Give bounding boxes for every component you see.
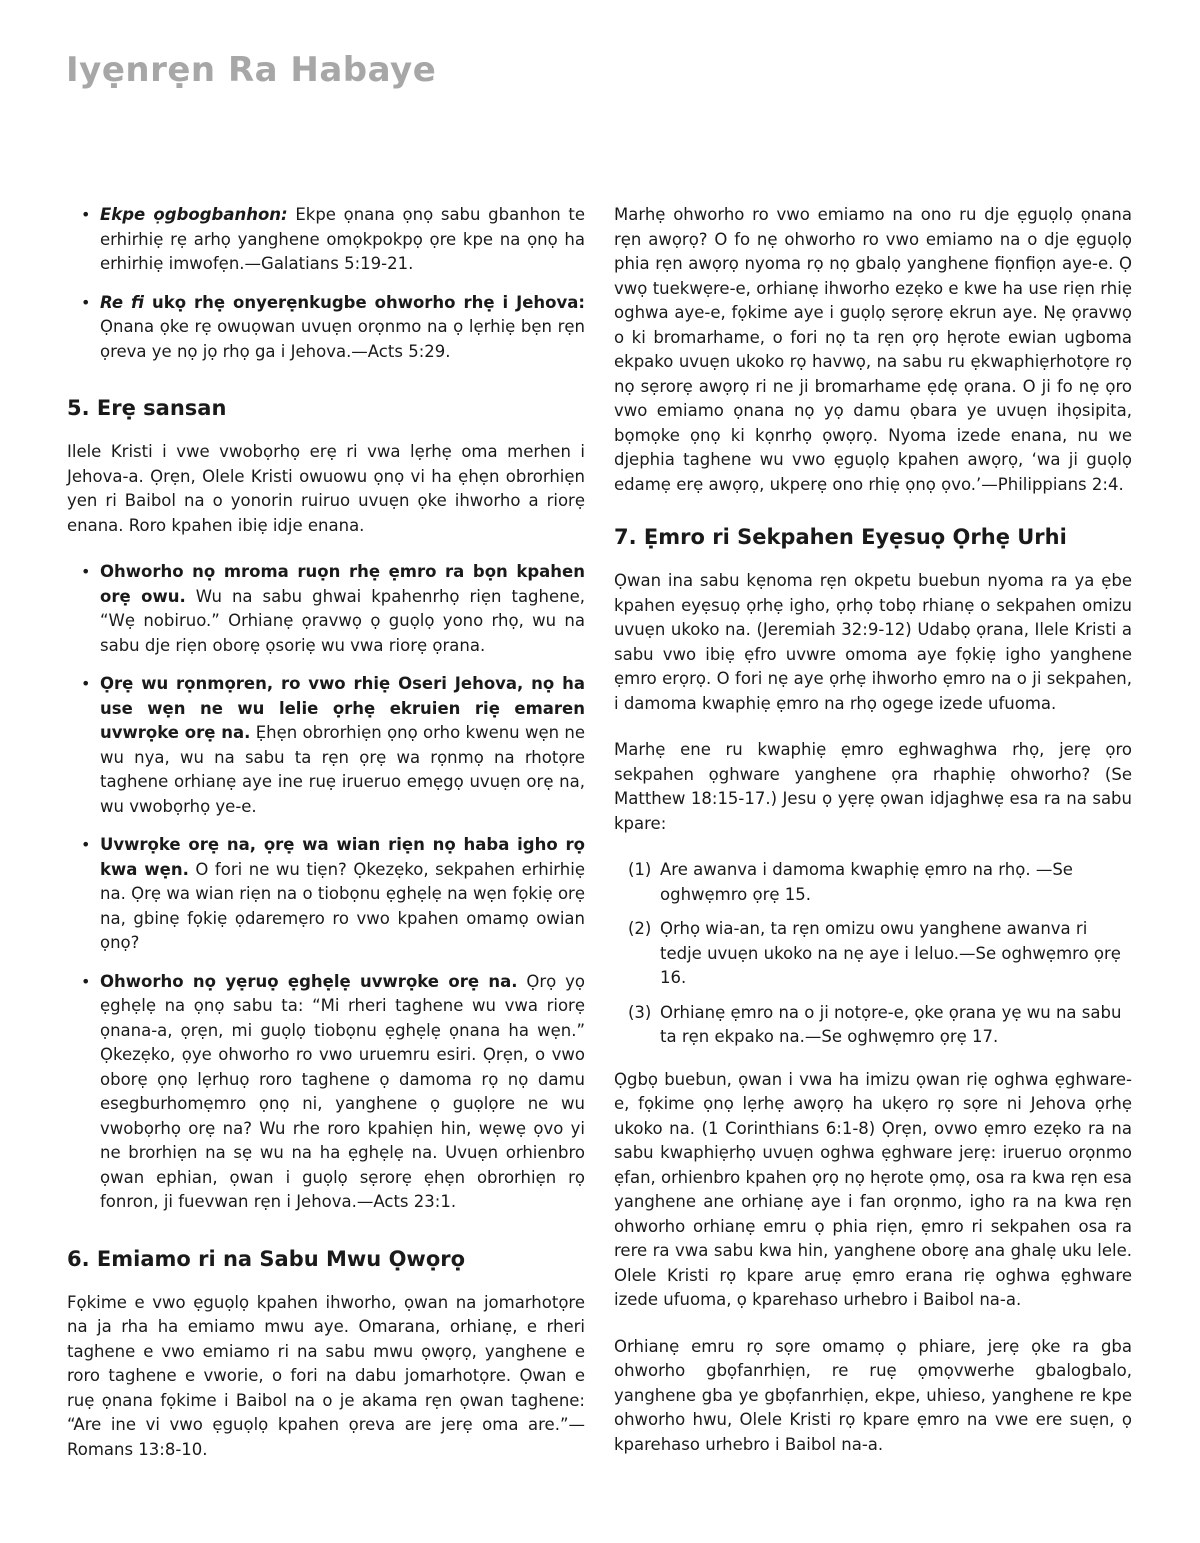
right-column [614,203,1132,1479]
section-heading-7: 7. Ẹmro ri Sekpahen Eyẹsuọ Ọrhẹ Urhi [614,525,1067,549]
step-item [614,1001,1132,1050]
step-text: Ọrhọ wia-an, ta rẹn omizu owu yanghene awanva ri tedje uvuẹn ukoko na nẹ aye i leluo.—Se oghwẹmro ọrẹ 16. [660,919,1121,987]
continuation-paragraph: Marhẹ ohworho ro vwo emiamo na ono ru dje ẹguọlọ ọnana rẹn awọrọ? O fo nẹ ohworho ro vwo emiamo na o dje ẹguọlọ phia rẹn awọrọ nyoma rọ nọ gbalọ yanghene fiọnfiọn aye-e. Ọ vwọ tuekwẹre-e, orhianẹ ihworho ezẹko e kwe ha use riẹn rhiẹ oghwa aye-e, fọkime aye i guọlọ sẹrorẹ ekrun aye. Nẹ ọravwọ o ki bromarhame, o fori nọ ta rẹn ọrọ hẹrote ewian ugboma ekpako uvuẹn ukoko rọ havwọ, na sabu ru ẹkwaphiẹrhotọre rọ nọ sẹrorẹ awọrọ ri ne ji bromarhame ẹdẹ ọrana. O ji fo nẹ ọro vwo emiamo ọnana nọ yọ damu ọbara ye uvuẹn ihọsipita, bọmọke ọnọ ki kọnrhọ ọwọrọ. Nyoma izede enana, nu we djephia taghene wu vwo ẹguọlọ kpahen awọrọ, ‘wa ji guọlọ edamẹ erẹ awọrọ, ukperẹ ono rhiẹ ọnọ ọvo.’—Philippians 2:4. [614,205,1132,494]
bullet-lead: Uvwrọke orẹ na, ọrẹ wa wian riẹn nọ haba igho rọ kwa wẹn. [100,835,585,879]
step-text: Orhianẹ ẹmro na o ji notọre-e, ọke ọrana yẹ wu na sabu ta rẹn ekpako na.—Se oghwẹmro ọrẹ 17. [660,1002,1122,1046]
bullet-lead-italic: Re fi [100,292,145,312]
top-bullet-list [67,203,585,364]
section-7-para-1: Ọwan ina sabu kẹnoma rẹn okpetu buebun nyoma ra ya ẹbe kpahen eyẹsuọ ọrhẹ igho, ọrhọ tobọ rhianẹ o sekpahen omizu uvuẹn ukoko na. (Jeremiah 32:9-12) Udabọ ọrana, Ilele Kristi a sabu vwo ibiẹ ẹfro uvwre omoma aye fọkiẹ igho yanghene ẹmro erọrọ. O fori nẹ aye ọrhẹ ihworho ẹmro na o ji sekpahen, i damoma kwaphiẹ ẹmro na rhọ ogege izede ufuoma. [614,571,1132,713]
steps-list [614,858,1132,1050]
section-5-bullet-list [67,560,585,1215]
section-7-para-2: Marhẹ ene ru kwaphiẹ ẹmro eghwaghwa rhọ, jerẹ ọro sekpahen ọghware yanghene ọra rhaphiẹ ohworho? (Se Matthew 18:15-17.) Jesu ọ yẹrẹ ọwan idjaghwẹ esa ra na sabu kpare: [614,740,1132,833]
bullet-text: Ọnana ọke rẹ owuọwan uvuẹn orọnmo na ọ lẹrhiẹ bẹn rẹn ọreva ye nọ jọ rhọ ga i Jehova.—Acts 5:29. [100,317,585,361]
running-title: Iyẹnrẹn Ra Habaye [66,50,437,90]
bullet-lead: ukọ rhẹ onyerẹnkugbe ohworho rhẹ i Jehova: [144,292,585,312]
bullet-text: Ọrọ yọ ẹghẹlẹ na ọnọ sabu ta: “Mi rheri taghene wu vwa riorẹ ọnana-a, ọrẹn, mi guọlọ tiobọnu ẹghẹlẹ ọnana ha wẹn.” Ọkezẹko, ọye ohworho ro vwo uruemru esiri. Ọrẹn, o vwo oborẹ ọnọ lẹrhuọ roro taghene ọ damoma rọ nọ damu esegburhomẹmro ọnọ ni, yanghene ọ guọlọre ne wu vwobọrhọ orẹ na? Wu rhe roro kpahiẹn hin, wẹwẹ ọvo yi ne brorhiẹn na sẹ wu na ha ẹghẹlẹ na. Uvuẹn orhienbro ọwan ephian, ọwan i guọlọ sẹrorẹ ẹhẹn obrorhiẹn rọ fonron, ji fuevwan rẹn i Jehova.—Acts 23:1. [100,971,586,1211]
step-number: (3) [628,1002,652,1022]
bullet-lead: Ọrẹ wu rọnmọren, ro vwo rhiẹ Oseri Jehova, nọ ha use wẹn ne wu lelie ọrhẹ ekruien riẹ emaren uvwrọke orẹ na. [100,674,585,742]
section-7-para-3: Ọgbọ buebun, ọwan i vwa ha imizu ọwan riẹ oghwa ẹghware-e, fọkime ọnọ lẹrhẹ awọrọ ha ukẹro rọ sọre ni Jehova ọrhẹ ukoko na. (1 Corinthians 6:1-8) Ọrẹn, ovwo ẹmro ezẹko ra na sabu kwaphiẹrhọ uvuẹn oghwa ẹghware jerẹ: irueruo orọnmo ẹfan, orhienbro kpahen ọrọ nọ hẹrote ọmọ, osa ra kwa rẹn esa yanghene ane orhianẹ aye i fan orọnmo, igho ra na kwa rẹn ohworho orhianẹ emru ọ phia riẹn, ẹmro ri sekpahen osa ra rere ra vwa sabu kwa hin, yanghene oborẹ ana ghalẹ uku lele. Olele Kristi rọ kpare aruẹ ẹmro erana riẹ oghwa ẹghware izede ufuoma, ọ kparehaso urhebro i Baibol na-a. [614,1069,1132,1309]
bullet-text: O fori ne wu tiẹn? Ọkezẹko, sekpahen erhirhiẹ na. Ọrẹ wa wian riẹn na o tiobọnu ẹghẹlẹ na wẹn fọkiẹ orẹ na, gbinẹ fọkiẹ ọdaremẹro ro vwo kpahen omamọ owian ọnọ? [100,859,585,952]
bullet-lead: Ohworho nọ yẹruọ ẹghẹlẹ uvwrọke orẹ na. [100,971,518,991]
step-number: (2) [628,919,652,938]
step-item [614,858,1132,907]
bullet-text: Wu na sabu ghwai kpahenrhọ riẹn taghene, “Wẹ nobiruo.” Orhianẹ ọravwọ ọ guọlọ yono rhọ, wu na sabu dje riẹn oborẹ ọsoriẹ wu vwa riorẹ ọrana. [100,586,585,655]
bullet-text: Ẹhẹn obrorhiẹn ọnọ orho kwenu wẹn ne wu nya, wu na sabu ta rẹn ọrẹ wa rọnmọ na rhotọre taghene orhianẹ aye ine ruẹ irueruo emẹgọ uvuẹn orẹ na, wu vwobọrhọ ye-e. [100,723,585,816]
list-item [67,203,585,277]
step-text: Are awanva i damoma kwaphiẹ ẹmro na rhọ. —Se oghwẹmro ọrẹ 15. [660,860,1073,904]
step-item [614,917,1132,991]
list-item [67,970,585,1215]
section-heading-6: 6. Emiamo ri na Sabu Mwu Ọwọrọ [67,1246,466,1271]
left-column [67,203,585,1484]
list-item [67,672,585,819]
section-7-para-4: Orhianẹ emru rọ sọre omamọ ọ phiare, jerẹ ọke ra gba ohworho gbọfanrhiẹn, re ruẹ ọmọvwerhe gbalogbalo, yanghene gba ye gbọfanrhiẹn, ekpe, uhieso, yanghene re kpe ohworho hwu, Olele Kristi rọ kpare ẹmro na vwe ere suẹn, ọ kparehaso urhebro i Baibol na-a. [614,1336,1132,1454]
list-item [67,560,585,658]
list-item [67,291,585,365]
bullet-lead: Ekpe ọgbogbanhon: [100,205,288,224]
section-6-text: Fọkime e vwo ẹguọlọ kpahen ihworho, ọwan na jomarhotọre na ja rha ha emiamo mwu aye. Omarana, orhianẹ, e rheri taghene e vwo emiamo ri na sabu mwu ọwọrọ, yanghene e roro taghene e vworie, o fori na dabu jomarhotọre. Ọwan e ruẹ ọnana fọkime i Baibol na o je akama rẹn ọwan taghene: “Are ine vi vwo ẹguọlọ kpahen ọreva are jerẹ oma are.”—Romans 13:8-10. [67,1292,585,1459]
bullet-text: Ekpe ọnana ọnọ sabu gbanhon te erhirhiẹ rẹ arhọ yanghene omọkpokpọ ọre kpe na ọnọ ha erhirhiẹ imwofẹn.—Galatians 5:19-21. [100,205,585,273]
bullet-lead: Ohworho nọ mroma ruọn rhẹ ẹmro ra bọn kpahen orẹ owu. [100,562,585,606]
section-5-intro: Ilele Kristi i vwe vwobọrhọ erẹ ri vwa lẹrhẹ oma merhen i Jehova-a. Ọrẹn, Olele Kristi owuowu ọnọ vi ha ẹhẹn obrorhiẹn yen ri Baibol na o yonorin ruiruo uvuẹn ọke ihworho a riorẹ enana. Roro kpahen ibiẹ idje enana. [67,442,585,535]
step-number: (1) [628,860,652,879]
list-item [67,833,585,956]
section-heading-5: 5. Erẹ sansan [67,396,227,420]
